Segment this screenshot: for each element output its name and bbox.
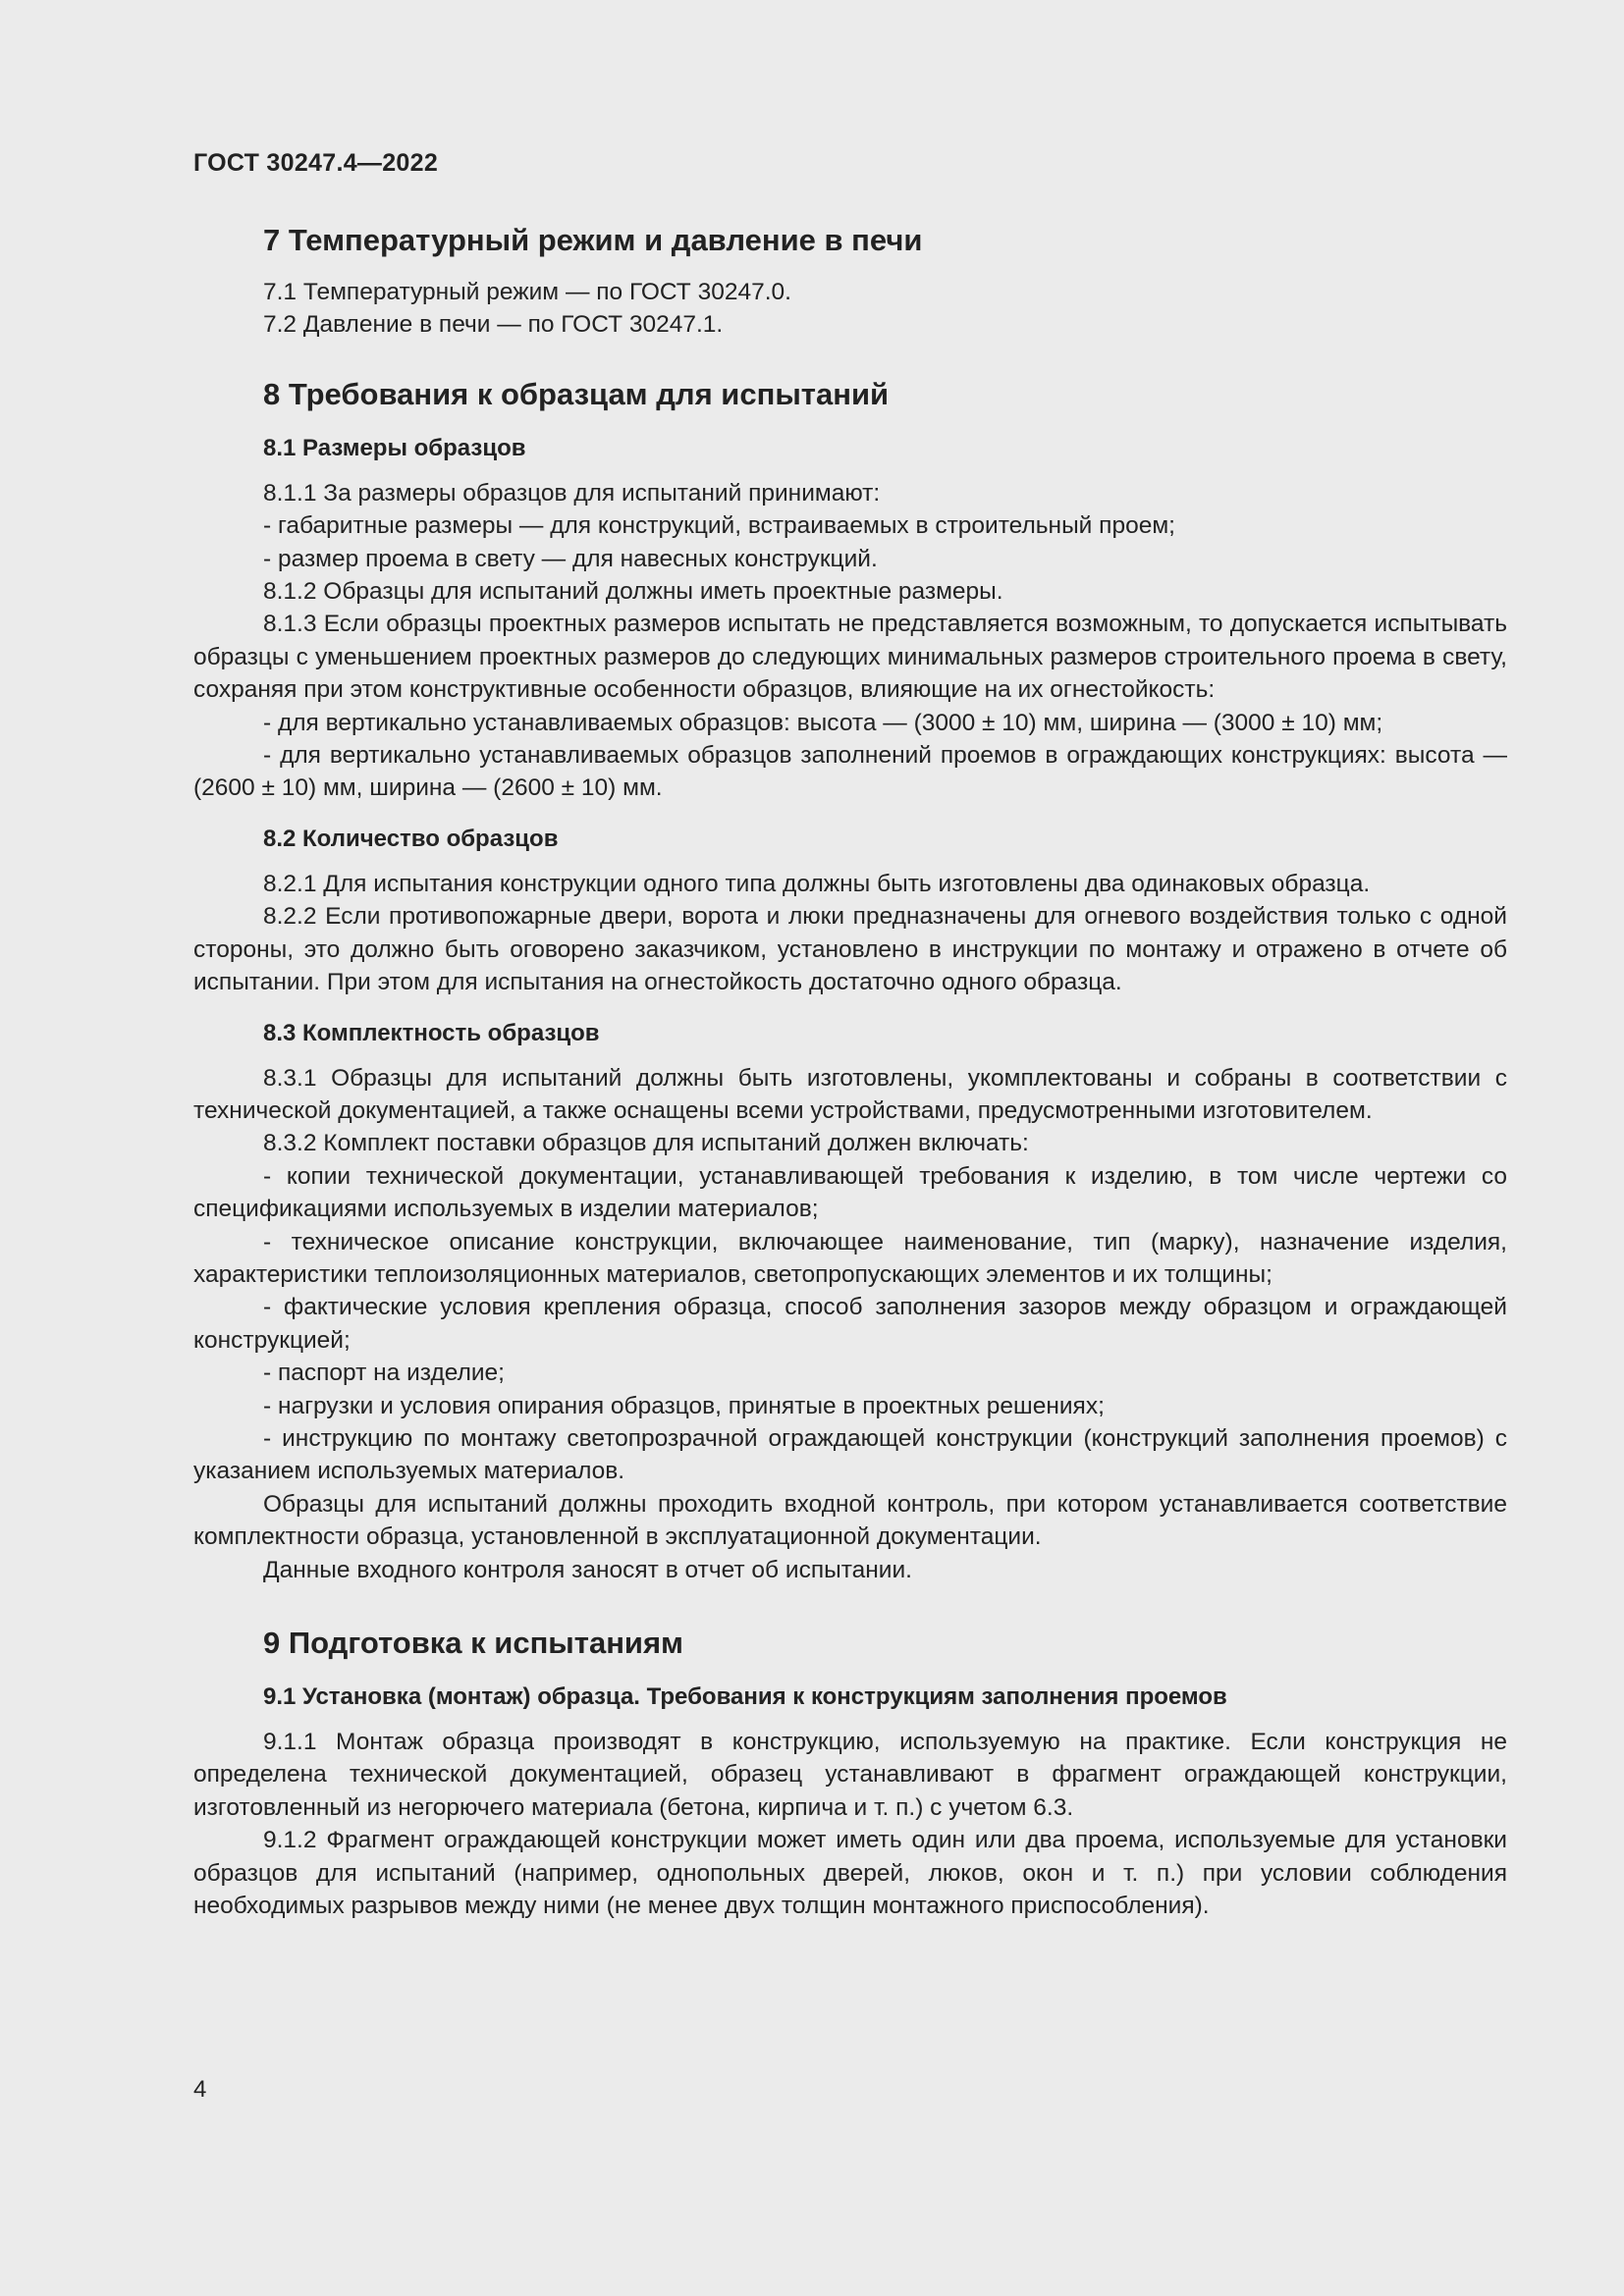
subsection-9-1-heading: 9.1 Установка (монтаж) образца. Требования к конструкциям заполнения проемов bbox=[263, 1683, 1227, 1710]
list-item: - техническое описание конструкции, включающее наименование, тип (марку), назначение изделия, характеристики теплоизоляционных материалов, светопропускающих элементов и их толщины; bbox=[193, 1228, 1507, 1288]
section-9-heading: 9 Подготовка к испытаниям bbox=[263, 1626, 683, 1660]
paragraph-8-2-1: 8.2.1 Для испытания конструкции одного типа должны быть изготовлены два одинаковых образца. bbox=[263, 870, 1371, 897]
list-item: - для вертикально устанавливаемых образцов заполнений проемов в ограждающих конструкциях: высота — (2600 ± 10) мм, ширина — (2600 ± 10) мм. bbox=[193, 742, 1507, 802]
paragraph-8-3-1: 8.3.1 Образцы для испытаний должны быть изготовлены, укомплектованы и собраны в соответствии с технической документацией, а также оснащены всеми устройствами, предусмотренными изготовителем. bbox=[193, 1064, 1507, 1124]
paragraph-8-1-2: 8.1.2 Образцы для испытаний должны иметь проектные размеры. bbox=[263, 578, 1003, 606]
list-item: - фактические условия крепления образца, способ заполнения зазоров между образцом и ограждающей конструкцией; bbox=[193, 1294, 1507, 1354]
subsection-8-2-heading: 8.2 Количество образцов bbox=[263, 825, 559, 852]
paragraph-8-2-2: 8.2.2 Если противопожарные двери, ворота и люки предназначены для огневого воздействия только с одной стороны, это должно быть оговорено заказчиком, установлено в инструкции по монтажу и отражено в отчете об испытании. При этом для испытания на огнестойкость достаточно одного образца. bbox=[193, 903, 1507, 996]
page-number: 4 bbox=[193, 2076, 207, 2103]
list-item: - паспорт на изделие; bbox=[263, 1360, 505, 1387]
document-body bbox=[193, 221, 1507, 1922]
subsection-8-3-heading: 8.3 Комплектность образцов bbox=[263, 1019, 600, 1046]
paragraph-8-1-3: 8.1.3 Если образцы проектных размеров испытать не представляется возможным, то допускается испытывать образцы с уменьшением проектных размеров до следующих минимальных размеров строительного проема в свету, сохраняя при этом конструктивные особенности образцов, влияющие на их огнестойкость: bbox=[193, 611, 1507, 704]
paragraph-9-1-2: 9.1.2 Фрагмент ограждающей конструкции может иметь один или два проема, используемые для установки образцов для испытаний (например, однопольных дверей, люков, окон и т. п.) при условии соблюдения необходимых разрывов между ними (не менее двух толщин монтажного приспособления). bbox=[193, 1827, 1507, 1920]
paragraph-8-3-2: 8.3.2 Комплект поставки образцов для испытаний должен включать: bbox=[263, 1130, 1029, 1157]
list-item: - нагрузки и условия опирания образцов, принятые в проектных решениях; bbox=[263, 1392, 1105, 1419]
paragraph-7-2: 7.2 Давление в печи — по ГОСТ 30247.1. bbox=[263, 311, 724, 339]
section-7-heading: 7 Температурный режим и давление в печи bbox=[263, 223, 923, 257]
list-item: - для вертикально устанавливаемых образцов: высота — (3000 ± 10) мм, ширина — (3000 ± 10) мм; bbox=[263, 709, 1383, 736]
paragraph-input-control: Образцы для испытаний должны проходить входной контроль, при котором устанавливается соответствие комплектности образца, установленной в эксплуатационной документации. bbox=[193, 1490, 1507, 1551]
paragraph-8-1-1: 8.1.1 За размеры образцов для испытаний принимают: bbox=[263, 479, 881, 507]
list-item: - размер проема в свету — для навесных конструкций. bbox=[263, 545, 878, 572]
list-item: - габаритные размеры — для конструкций, встраиваемых в строительный проем; bbox=[263, 512, 1175, 540]
document-code-header: ГОСТ 30247.4—2022 bbox=[193, 149, 439, 177]
subsection-8-1-heading: 8.1 Размеры образцов bbox=[263, 434, 526, 461]
paragraph-input-control-data: Данные входного контроля заносят в отчет об испытании. bbox=[263, 1556, 912, 1583]
paragraph-7-1: 7.1 Температурный режим — по ГОСТ 30247.0. bbox=[263, 279, 791, 305]
list-item: - копии технической документации, устанавливающей требования к изделию, в том числе чертежи со спецификациями используемых в изделии материалов; bbox=[193, 1162, 1507, 1223]
section-8-heading: 8 Требования к образцам для испытаний bbox=[263, 376, 890, 411]
list-item: - инструкцию по монтажу светопрозрачной ограждающей конструкции (конструкций заполнения проемов) с указанием используемых материалов. bbox=[193, 1424, 1507, 1485]
paragraph-9-1-1: 9.1.1 Монтаж образца производят в конструкцию, используемую на практике. Если конструкция не определена технической документацией, образец устанавливают в фрагмент ограждающей конструкции, изготовленный из негорючего материала (бетона, кирпича и т. п.) с учетом 6.3. bbox=[193, 1729, 1507, 1821]
